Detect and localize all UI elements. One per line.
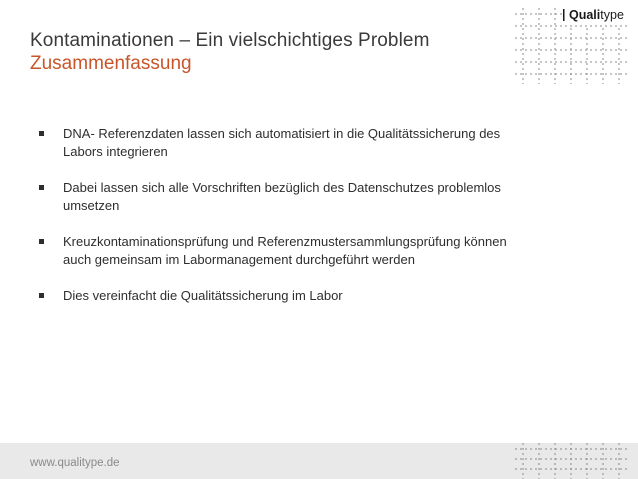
bullet-line: Kreuzkontaminationsprüfung und Referenzmustersammlungsprüfung können	[63, 234, 507, 249]
slide-subtitle: Zusammenfassung	[30, 53, 192, 74]
bullet-list	[37, 125, 607, 323]
footer-pattern-icon	[513, 443, 631, 479]
logo-bold-text: Quali	[569, 8, 601, 22]
square-bullet-icon	[39, 239, 44, 244]
bullet-item	[37, 125, 607, 161]
bullet-item	[37, 287, 607, 305]
bullet-line: umsetzen	[63, 198, 120, 213]
bullet-line: auch gemeinsam im Labormanagement durchgeführt werden	[63, 252, 415, 267]
bullet-item	[37, 233, 607, 269]
square-bullet-icon	[39, 293, 44, 298]
slide-title: Kontaminationen – Ein vielschichtiges Problem	[30, 30, 430, 51]
logo-light-text: type	[600, 8, 624, 22]
bullet-item	[37, 179, 607, 215]
square-bullet-icon	[39, 185, 44, 190]
bullet-line: Dies vereinfacht die Qualitätssicherung im Labor	[63, 288, 343, 303]
square-bullet-icon	[39, 131, 44, 136]
footer-url: www.qualitype.de	[30, 457, 120, 469]
bullet-line: DNA- Referenzdaten lassen sich automatisiert in die Qualitätssicherung des	[63, 126, 501, 141]
bullet-line: Dabei lassen sich alle Vorschriften bezüglich des Datenschutzes problemlos	[63, 180, 501, 195]
bullet-line: Labors integrieren	[63, 144, 168, 159]
company-logo	[569, 8, 624, 22]
